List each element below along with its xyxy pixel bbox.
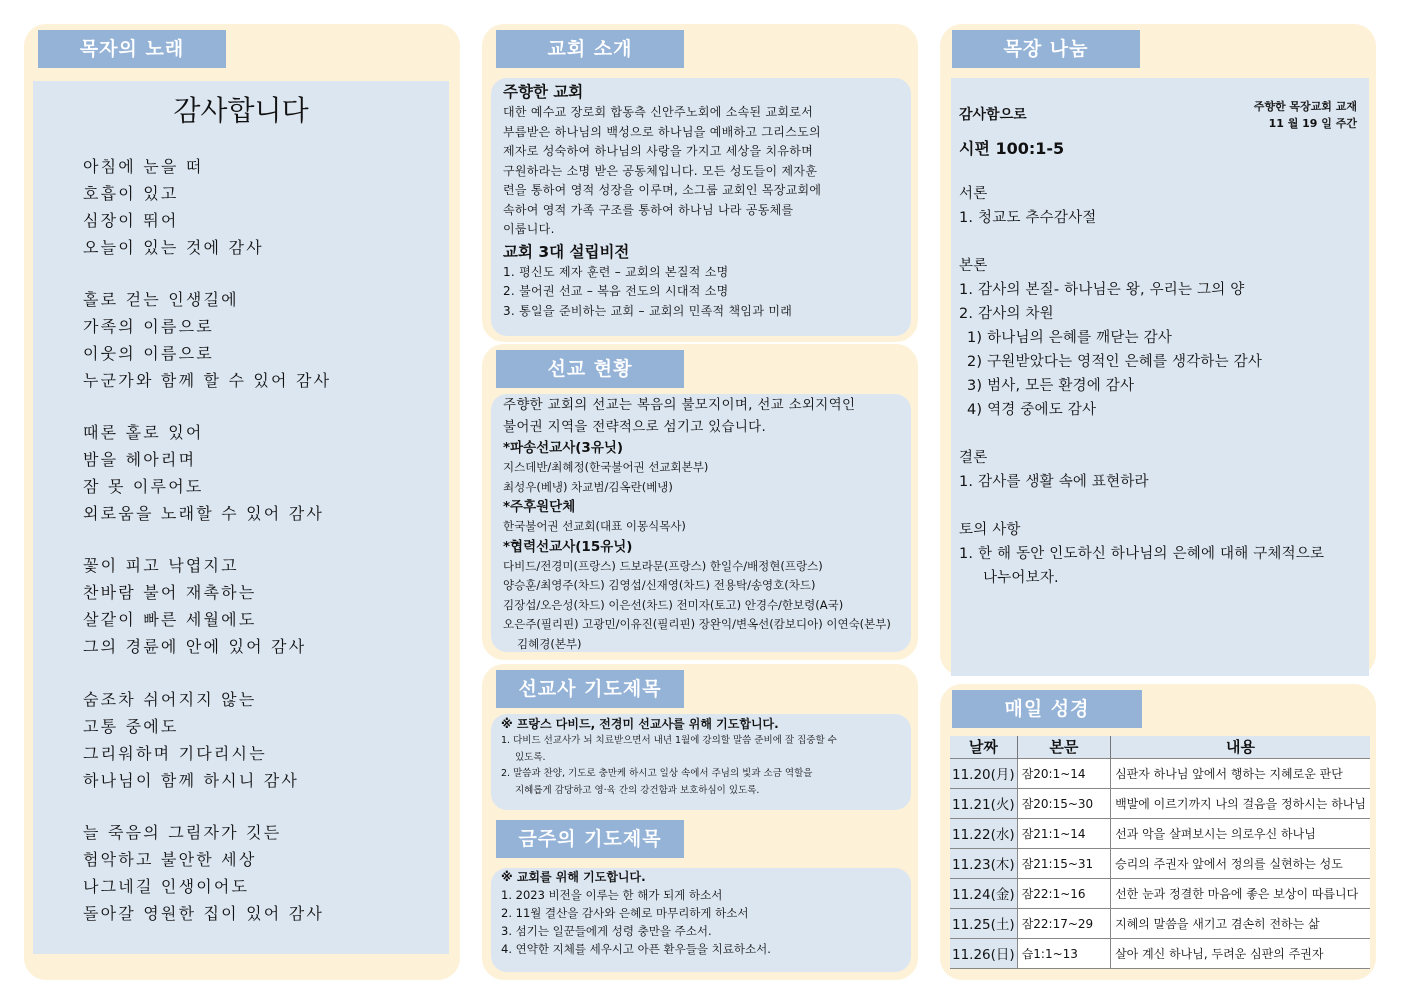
- outline-line: 토의 사항: [959, 522, 1021, 538]
- sharing-header: 목장 나눔: [952, 30, 1140, 68]
- church-intro-panel: [482, 24, 918, 342]
- outline-line: 1. 청교도 추수감사절: [959, 210, 1097, 226]
- coop-missionary-line: 오은주(필리핀) 고광민/이유진(필리핀) 장완익/변옥선(캄보디아) 이연숙(본부): [503, 617, 891, 631]
- sermon-meta-line: 주향한 목장교회 교재: [1253, 100, 1357, 113]
- church-desc-line: 이룹니다.: [503, 222, 555, 236]
- poem-line: 홀로 걷는 인생길에: [83, 290, 239, 309]
- weekly-prayer-item: 2. 11월 결산을 감사와 은혜로 마무리하게 하소서: [501, 906, 749, 920]
- missionary-prayer-box: [491, 714, 911, 810]
- cell-date: 11.23(木): [950, 848, 1017, 878]
- outline-line: 3) 범사, 모든 환경에 감사: [967, 378, 1135, 394]
- poem-line: 심장이 뛰어: [83, 211, 179, 230]
- cell-passage: 잠21:15~31: [1017, 848, 1110, 878]
- cell-date: 11.26(日): [950, 938, 1017, 968]
- poem-box: [33, 81, 449, 954]
- daily-bible-rows: [950, 758, 1370, 968]
- outline-line: 나누어보자.: [983, 570, 1059, 586]
- poem-stanza-1: [83, 153, 443, 261]
- coop-missionary-title: *협력선교사(15유닛): [503, 538, 633, 555]
- weekly-prayer-item: 1. 2023 비전을 이루는 한 해가 되게 하소서: [501, 888, 723, 902]
- poem-line: 고통 중에도: [83, 717, 179, 736]
- poem-line: 누군가와 함께 할 수 있어 감사: [83, 371, 332, 390]
- outline-spacer: [959, 230, 1363, 254]
- mission-panel: [482, 344, 918, 660]
- outline-line: 서론: [959, 186, 988, 202]
- sent-missionary-line: 최성우(베냉) 차교범/김옥란(베냉): [503, 479, 673, 494]
- outline-line: 4) 역경 중에도 감사: [967, 402, 1097, 418]
- missionary-prayer-item: 1. 다비드 선교사가 뇌 치료받으면서 내년 1월에 강의할 말씀 준비에 잘 집중할 수: [501, 735, 837, 746]
- missionary-prayer-header: 선교사 기도제목: [496, 670, 684, 708]
- sent-missionary-title: *파송선교사(3유닛): [503, 440, 624, 456]
- outline-line: 본론: [959, 258, 988, 274]
- cell-date: 11.25(土): [950, 908, 1017, 938]
- mission-text: [503, 394, 905, 654]
- poem-panel: [24, 24, 460, 980]
- poem-line: 험악하고 불안한 세상: [83, 850, 257, 869]
- weekly-prayer-box: [491, 868, 911, 972]
- weekly-prayer-text: [501, 868, 905, 958]
- church-intro-text: [503, 82, 905, 321]
- outline-line: 1. 감사를 생활 속에 표현하라: [959, 474, 1149, 490]
- cell-content: 선과 악을 살펴보시는 의로우신 하나님: [1111, 818, 1370, 848]
- table-row: [950, 818, 1370, 848]
- poem-line: 하나님이 함께 하시니 감사: [83, 771, 300, 790]
- poem-line: 아침에 눈을 떠: [83, 157, 204, 176]
- cell-content: 살아 계신 하나님, 두려운 심판의 주권자: [1111, 938, 1370, 968]
- poem-line: 밤을 헤아리며: [83, 450, 197, 469]
- poem-line: 때론 홀로 있어: [83, 423, 204, 442]
- weekly-prayer-item: 4. 연약한 지체를 세우시고 아픈 환우들을 치료하소서.: [501, 942, 771, 956]
- cell-passage: 잠21:1~14: [1017, 818, 1110, 848]
- poem-line: 살같이 빠른 세월에도: [83, 610, 257, 629]
- table-row: [950, 758, 1370, 788]
- poem-line: 호흡이 있고: [83, 184, 179, 203]
- sermon-title: 감사함으로: [959, 107, 1027, 123]
- weekly-prayer-header: 금주의 기도제목: [496, 820, 684, 858]
- church-desc-line: 부름받은 하나님의 백성으로 하나님을 예배하고 그리스도의: [503, 124, 821, 139]
- outline-line: 2. 감사의 차원: [959, 306, 1054, 322]
- poem-line: 오늘이 있는 것에 감사: [83, 238, 264, 257]
- missionary-prayer-item: 있도록.: [515, 751, 546, 763]
- cell-content: 승리의 주권자 앞에서 정의를 실현하는 성도: [1111, 848, 1370, 878]
- mission-header: 선교 현황: [496, 350, 684, 388]
- column-header-passage: 본문: [1017, 736, 1110, 758]
- vision-title: 교회 3대 설립비전: [503, 242, 630, 261]
- mission-intro-line: 불어권 지역을 전략적으로 섬기고 있습니다.: [503, 419, 767, 435]
- poem-line: 꽃이 피고 낙엽지고: [83, 556, 239, 575]
- sermon-meta: [1254, 98, 1357, 132]
- poem-stanza-5: [83, 686, 443, 794]
- outline-line: 1. 한 해 동안 인도하신 하나님의 은혜에 대해 구체적으로: [959, 546, 1325, 562]
- mission-box: [491, 394, 911, 652]
- missionary-prayer-item: 지혜롭게 감당하고 영·육 간의 강건함과 보호하심이 있도록.: [515, 784, 760, 796]
- table-row: [950, 878, 1370, 908]
- poem-stanza-4: [83, 552, 443, 660]
- poem-stanza-6: [83, 819, 443, 927]
- poem-line: 잠 못 이루어도: [83, 477, 204, 496]
- missionary-prayer-title: ※ 프랑스 다비드, 전경미 선교사를 위해 기도합니다.: [501, 717, 779, 731]
- column-header-content: 내용: [1111, 736, 1370, 758]
- sermon-meta-line: 11 월 19 일 주간: [1268, 117, 1357, 130]
- cell-content: 선한 눈과 정결한 마음에 좋은 보상이 따릅니다: [1111, 878, 1370, 908]
- cell-passage: 잠22:1~16: [1017, 878, 1110, 908]
- poem-line: 그의 경륜에 안에 있어 감사: [83, 637, 307, 656]
- poem-line: 외로움을 노래할 수 있어 감사: [83, 504, 325, 523]
- cell-passage: 잠20:1~14: [1017, 758, 1110, 788]
- missionary-prayer-text: [501, 716, 905, 799]
- poem-line: 그리워하며 기다리시는: [83, 744, 267, 763]
- prayer-panel: [482, 664, 918, 980]
- outline-spacer: [959, 422, 1363, 446]
- cell-passage: 잠20:15~30: [1017, 788, 1110, 818]
- daily-bible-panel: [940, 684, 1376, 980]
- church-desc-line: 련을 통하여 영적 성장을 이루며, 소그룹 교회인 목장교회에: [503, 183, 822, 197]
- support-org-line: 한국불어권 선교회(대표 이몽식목사): [503, 519, 686, 533]
- poem-line: 돌아갈 영원한 집이 있어 감사: [83, 904, 325, 923]
- cell-content: 지혜의 말씀을 새기고 겸손히 전하는 삶: [1111, 908, 1370, 938]
- cell-date: 11.21(火): [950, 788, 1017, 818]
- coop-missionary-line: 김장섭/오은성(차드) 이은선(차드) 전미자(토고) 안경수/한보령(A국): [503, 597, 844, 612]
- cell-date: 11.22(水): [950, 818, 1017, 848]
- vision-line: 1. 평신도 제자 훈련 – 교회의 본질적 소명: [503, 264, 729, 279]
- church-intro-header: 교회 소개: [496, 30, 684, 68]
- cell-passage: 습1:1~13: [1017, 938, 1110, 968]
- poem-line: 늘 죽음의 그림자가 깃든: [83, 823, 282, 842]
- coop-missionary-line: 양승훈/최영주(차드) 김영섭/신재영(차드) 전용탁/송영호(차드): [503, 578, 816, 592]
- poem-header: 목자의 노래: [38, 30, 226, 68]
- church-desc-line: 제자로 성숙하여 하나님의 사랑을 가지고 세상을 치유하며: [503, 144, 814, 158]
- cell-passage: 잠22:17~29: [1017, 908, 1110, 938]
- coop-missionary-line: 다비드/전경미(프랑스) 드보라문(프랑스) 한일수/배정현(프랑스): [503, 558, 823, 573]
- cell-content: 백발에 이르기까지 나의 걸음을 정하시는 하나님: [1111, 788, 1370, 818]
- outline-line: 1) 하나님의 은혜를 깨닫는 감사: [967, 330, 1173, 346]
- table-row: [950, 848, 1370, 878]
- outline-line: 결론: [959, 450, 988, 466]
- poem-line: 가족의 이름으로: [83, 317, 214, 336]
- poem-title: 감사합니다: [173, 94, 309, 127]
- church-name: 주향한 교회: [503, 83, 584, 101]
- church-desc-line: 구원하라는 소명 받은 공동체입니다. 모든 성도들이 제자훈: [503, 163, 818, 178]
- cell-date: 11.24(金): [950, 878, 1017, 908]
- poem-line: 나그네길 인생이어도: [83, 877, 250, 896]
- church-desc-line: 대한 예수교 장로회 합동측 신안주노회에 소속된 교회로서: [503, 105, 814, 119]
- sent-missionary-line: 지스데반/최혜정(한국불어권 선교회본부): [503, 460, 709, 474]
- weekly-prayer-title: ※ 교회를 위해 기도합니다.: [501, 870, 646, 884]
- poem-line: 찬바람 불어 재촉하는: [83, 583, 257, 602]
- sermon-outline: [959, 182, 1363, 590]
- table-row: [950, 788, 1370, 818]
- table-header-row: [950, 736, 1370, 758]
- mission-intro-line: 주향한 교회의 선교는 복음의 불모지이며, 선교 소외지역인: [503, 397, 856, 413]
- vision-line: 3. 통일을 준비하는 교회 – 교회의 민족적 책임과 미래: [503, 303, 793, 318]
- sharing-box: [951, 78, 1369, 676]
- sharing-panel: [940, 24, 1376, 676]
- daily-bible-header: 매일 성경: [952, 690, 1142, 728]
- outline-line: 1. 감사의 본질- 하나님은 왕, 우리는 그의 양: [959, 282, 1245, 298]
- outline-line: 2) 구원받았다는 영적인 은혜를 생각하는 감사: [967, 354, 1263, 370]
- sermon-reference: 시편 100:1-5: [959, 139, 1065, 158]
- cell-date: 11.20(月): [950, 758, 1017, 788]
- poem-stanza-3: [83, 419, 443, 527]
- table-row: [950, 938, 1370, 968]
- poem-line: 숨조차 쉬어지지 않는: [83, 690, 257, 709]
- outline-spacer: [959, 494, 1363, 518]
- poem-stanza-2: [83, 286, 443, 394]
- missionary-prayer-item: 2. 말씀과 찬양, 기도로 충만케 하시고 일상 속에서 주님의 빛과 소금 역할을: [501, 768, 813, 779]
- daily-bible-table: [950, 736, 1370, 969]
- church-intro-box: [491, 78, 911, 336]
- coop-missionary-line: 김혜경(본부): [517, 636, 582, 651]
- vision-line: 2. 불어권 선교 – 복음 전도의 시대적 소명: [503, 284, 729, 298]
- poem-line: 이웃의 이름으로: [83, 344, 214, 363]
- support-org-title: *주후원단체: [503, 499, 576, 515]
- church-desc-line: 속하여 영적 가족 구조를 통하여 하나님 나라 공동체를: [503, 202, 794, 217]
- cell-content: 심판자 하나님 앞에서 행하는 지혜로운 판단: [1111, 758, 1370, 788]
- table-row: [950, 908, 1370, 938]
- weekly-prayer-item: 3. 섬기는 일꾼들에게 성령 충만을 주소서.: [501, 924, 712, 938]
- column-header-date: 날짜: [950, 736, 1017, 758]
